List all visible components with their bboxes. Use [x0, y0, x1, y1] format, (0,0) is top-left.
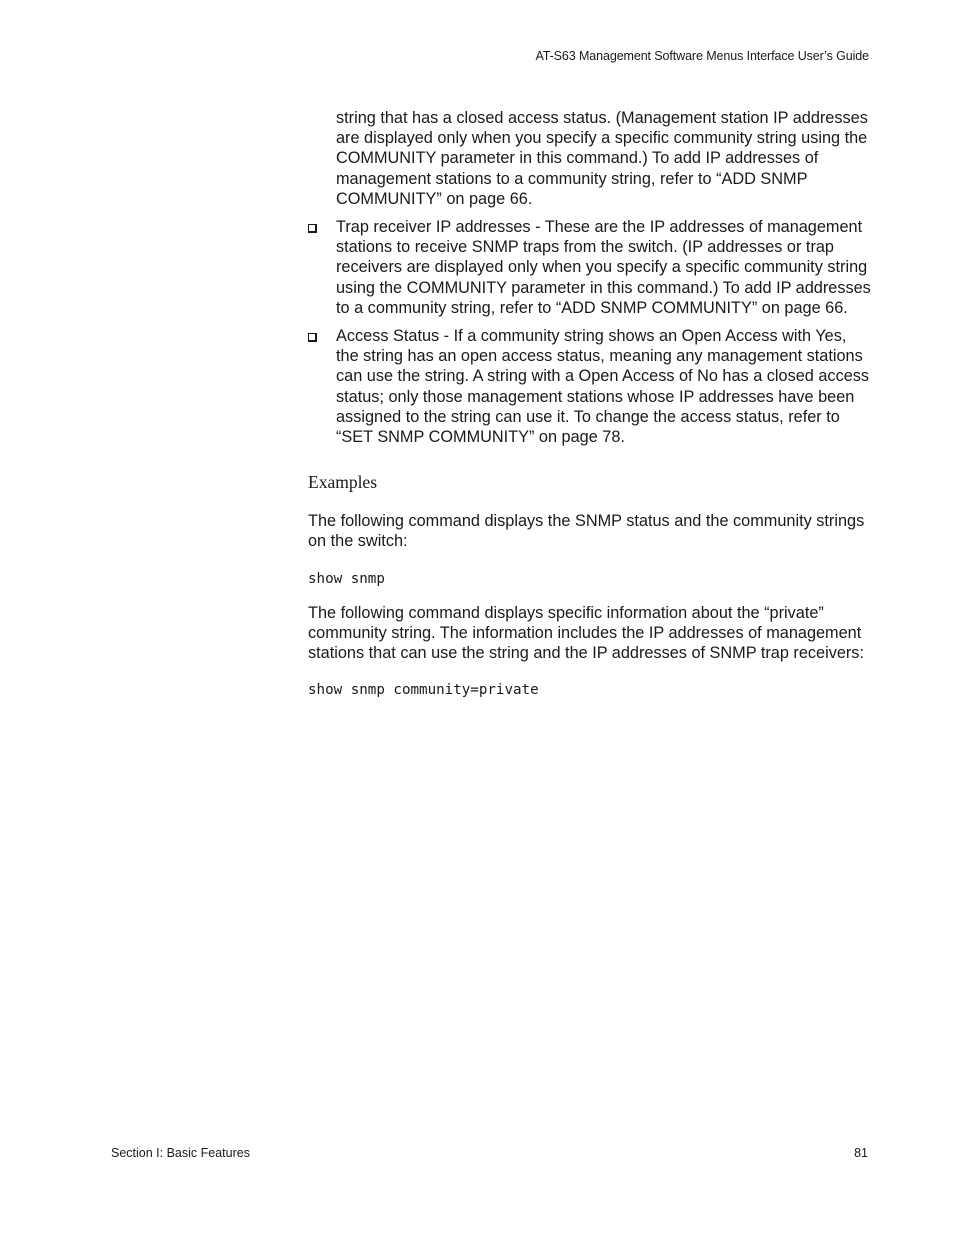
checkbox-bullet-icon	[308, 333, 317, 342]
examples-heading: Examples	[308, 472, 378, 493]
example-2-text: The following command displays specific information about the “private” community string. The information includes the IP addresses of management stations that can use the string and the IP addresses of SNMP trap receivers:	[308, 603, 864, 663]
bullet-item-trap-receivers	[308, 217, 873, 318]
running-header: AT-S63 Management Software Menus Interface User’s Guide	[535, 49, 869, 63]
page-content	[308, 108, 873, 714]
footer-page-number: 81	[854, 1146, 868, 1160]
continuation-paragraph: string that has a closed access status. (Management station IP addresses are displayed only when you specify a specific community string using the COMMUNITY parameter in this command.) To add IP addresses of management stations to a community string, refer to “ADD SNMP COMMUNITY” on page 66.	[336, 109, 868, 208]
example-1-text: The following command displays the SNMP status and the community strings on the switch:	[308, 512, 865, 551]
bullet-text: Trap receiver IP addresses - These are the IP addresses of management stations to receive SNMP traps from the switch. (IP addresses or trap receivers are displayed only when you specify a specific community string using the COMMUNITY parameter in this command.) To add IP addresses to a community string, refer to “ADD SNMP COMMUNITY” on page 66.	[336, 218, 871, 317]
bullet-item-access-status	[308, 326, 873, 447]
example-1-code: show snmp	[308, 570, 385, 587]
footer-section-label: Section I: Basic Features	[111, 1146, 250, 1160]
example-2-code: show snmp community=private	[308, 682, 539, 699]
bullet-text: Access Status - If a community string shows an Open Access with Yes, the string has an open access status, meaning any management stations can use the string. A string with a Open Access of No has a closed access status; only those management stations whose IP addresses have been assigned to the string can use it. To change the access status, refer to “SET SNMP COMMUNITY” on page 78.	[336, 327, 870, 447]
checkbox-bullet-icon	[308, 224, 317, 233]
